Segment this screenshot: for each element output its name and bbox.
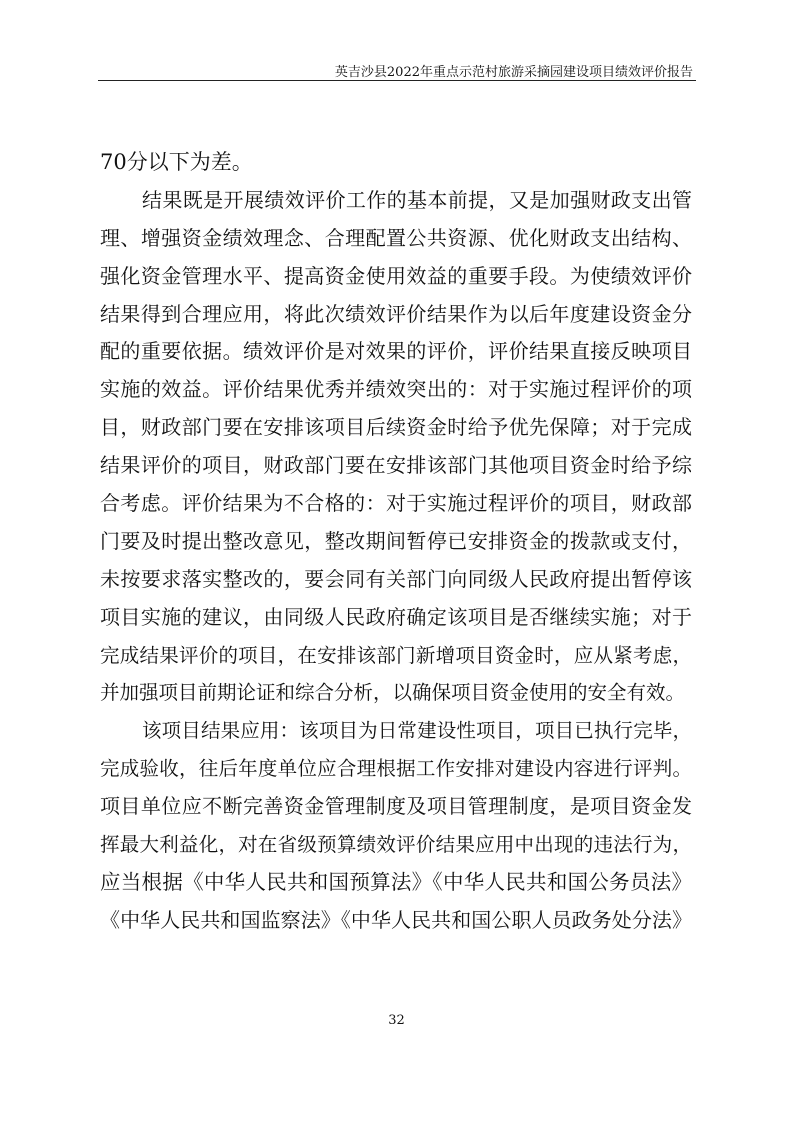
text-line: 结果评价的项目，财政部门要在安排该部门其他项目资金时给予综 [100,453,692,478]
body-text [100,144,692,940]
header-divider [98,80,696,81]
text-line: 项目实施的建议，由同级人民政府确定该项目是否继续实施；对于 [100,604,692,629]
text-line: 配的重要依据。绩效评价是对效果的评价，评价结果直接反映项目 [100,339,692,364]
text-line: 该项目结果应用：该项目为日常建设性项目，项目已执行完毕， [142,719,692,743]
text-line: 《中华人民共和国监察法》《中华人民共和国公职人员政务处分法》 [100,907,692,932]
text-line: 挥最大利益化，对在省级预算绩效评价结果应用中出现的违法行为， [100,833,692,857]
text-line: 门要及时提出整改意见，整改期间暂停已安排资金的拨款或支付， [100,528,692,553]
text-line: 合考虑。评价结果为不合格的：对于实施过程评价的项目，财政部 [100,491,692,516]
text-line: 实施的效益。评价结果优秀并绩效突出的：对于实施过程评价的项 [100,377,692,402]
page-number: 32 [388,1013,405,1028]
text-line: 应当根据《中华人民共和国预算法》《中华人民共和国公务员法》 [100,869,692,894]
text-line: 项目单位应不断完善资金管理制度及项目管理制度，是项目资金发 [100,794,692,819]
text-line: 结果得到合理应用，将此次绩效评价结果作为以后年度建设资金分 [100,301,692,326]
text-line: 并加强项目前期论证和综合分析，以确保项目资金使用的安全有效。 [100,681,686,705]
running-header-title: 英吉沙县2022年重点示范村旅游采摘园建设项目绩效评价报告 [334,65,693,80]
text-line: 完成结果评价的项目，在安排该部门新增项目资金时，应从紧考虑， [100,643,692,667]
text-line: 强化资金管理水平、提高资金使用效益的重要手段。为使绩效评价 [100,263,692,288]
text-line: 70分以下为差。 [100,150,253,174]
text-line: 未按要求落实整改的，要会同有关部门向同级人民政府提出暂停该 [100,566,692,591]
text-line: 完成验收，往后年度单位应合理根据工作安排对建设内容进行评判。 [100,757,692,781]
text-line: 理、增强资金绩效理念、合理配置公共资源、优化财政支出结构、 [100,225,692,250]
text-line: 结果既是开展绩效评价工作的基本前提，又是加强财政支出管 [142,187,692,212]
text-line: 目，财政部门要在安排该项目后续资金时给予优先保障；对于完成 [100,415,692,440]
